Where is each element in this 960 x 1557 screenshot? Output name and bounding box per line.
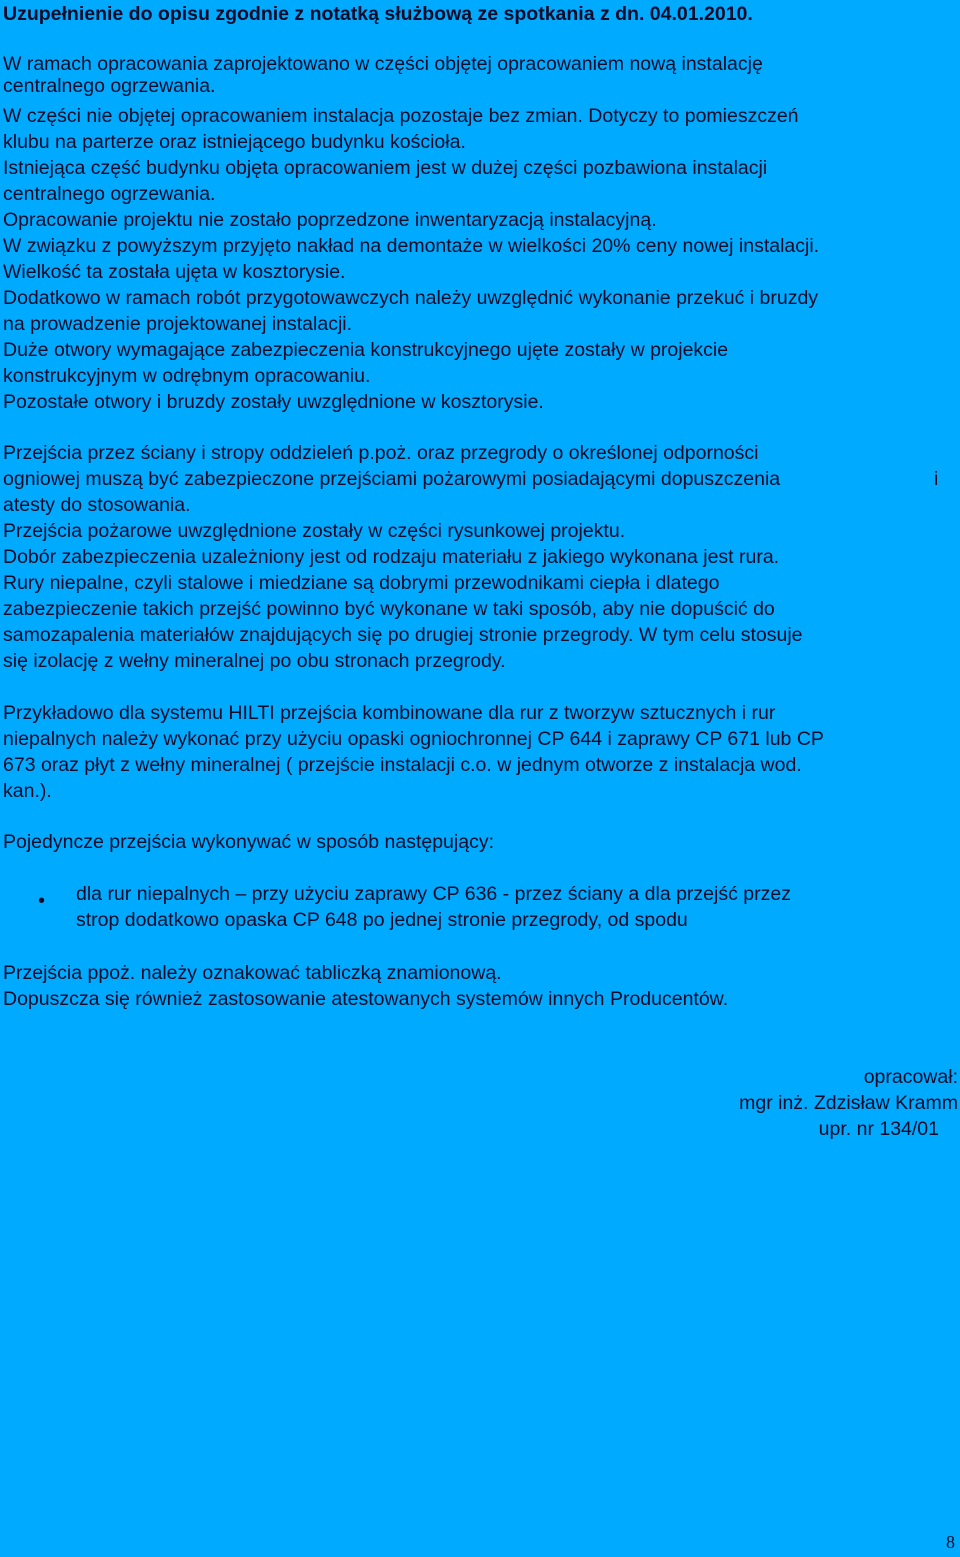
text-line: Rury niepalne, czyli stalowe i miedziane są dobrymi przewodnikami ciepła i dlatego (3, 572, 720, 594)
text-line: Pojedyncze przejścia wykonywać w sposób następujący: (3, 831, 494, 853)
bullet-icon: • (38, 890, 46, 912)
text-line: Przejścia ppoż. należy oznakować tabliczką znamionową. (3, 962, 502, 984)
text-line: i (934, 468, 939, 490)
text-line: centralnego ogrzewania. (3, 183, 216, 205)
text-line: niepalnych należy wykonać przy użyciu opaski ogniochronnej CP 644 i zaprawy CP 671 lub CP (3, 728, 824, 750)
text-line: W związku z powyższym przyjęto nakład na demontaże w wielkości 20% ceny nowej instalacji. (3, 235, 820, 257)
signature-label: opracował: (863, 1066, 958, 1088)
text-line: Istniejąca część budynku objęta opracowaniem jest w dużej części pozbawiona instalacji (3, 157, 768, 179)
text-line: W części nie objętej opracowaniem instalacja pozostaje bez zmian. Dotyczy to pomieszczeń (3, 105, 799, 127)
text-line: ogniowej muszą być zabezpieczone przejściami pożarowymi posiadającymi dopuszczenia (3, 468, 781, 490)
text-line: Dodatkowo w ramach robót przygotowawczych należy uwzględnić wykonanie przekuć i bruzdy (3, 287, 819, 309)
text-line: Dobór zabezpieczenia uzależniony jest od rodzaju materiału z jakiego wykonana jest rura. (3, 546, 780, 568)
text-line: Opracowanie projektu nie zostało poprzedzone inwentaryzacją instalacyjną. (3, 209, 657, 231)
text-line: Przejścia przez ściany i stropy oddzieleń p.poż. oraz przegrody o określonej odporności (3, 442, 759, 464)
signature-license: upr. nr 134/01 (818, 1118, 939, 1140)
text-line: Dopuszcza się również zastosowanie atestowanych systemów innych Producentów. (3, 988, 729, 1010)
text-line: Przykładowo dla systemu HILTI przejścia kombinowane dla rur z tworzyw sztucznych i rur (3, 702, 776, 724)
text-line: Wielkość ta została ujęta w kosztorysie. (3, 261, 346, 283)
document-title: Uzupełnienie do opisu zgodnie z notatką służbową ze spotkania z dn. 04.01.2010. (3, 3, 753, 25)
text-line: Przejścia pożarowe uwzględnione zostały w części rysunkowej projektu. (3, 520, 626, 542)
text-line: klubu na parterze oraz istniejącego budynku kościoła. (3, 131, 466, 153)
text-line: zabezpieczenie takich przejść powinno być wykonane w taki sposób, aby nie dopuścić do (3, 598, 775, 620)
text-line: centralnego ogrzewania. (3, 75, 216, 97)
text-line: W ramach opracowania zaprojektowano w części objętej opracowaniem nową instalację (3, 53, 763, 75)
bullet-line: dla rur niepalnych – przy użyciu zaprawy CP 636 - przez ściany a dla przejść przez (76, 883, 791, 905)
bullet-item (76, 881, 791, 933)
page-number: 8 (946, 1532, 955, 1552)
text-line: atesty do stosowania. (3, 494, 191, 516)
text-line: kan.). (3, 780, 52, 802)
text-line: Duże otwory wymagające zabezpieczenia konstrukcyjnego ujęte zostały w projekcie (3, 339, 729, 361)
bullet-line: strop dodatkowo opaska CP 648 po jednej stronie przegrody, od spodu (76, 909, 688, 931)
text-line: się izolację z wełny mineralnej po obu stronach przegrody. (3, 650, 506, 672)
text-line: na prowadzenie projektowanej instalacji. (3, 313, 353, 335)
text-line: samozapalenia materiałów znajdujących się po drugiej stronie przegrody. W tym celu stosuje (3, 624, 803, 646)
signature-name: mgr inż. Zdzisław Kramm (739, 1092, 958, 1114)
text-line: konstrukcyjnym w odrębnym opracowaniu. (3, 365, 371, 387)
text-line: 673 oraz płyt z wełny mineralnej ( przejście instalacji c.o. w jednym otworze z instalacja wod. (3, 754, 802, 776)
text-line: Pozostałe otwory i bruzdy zostały uwzględnione w kosztorysie. (3, 391, 544, 413)
